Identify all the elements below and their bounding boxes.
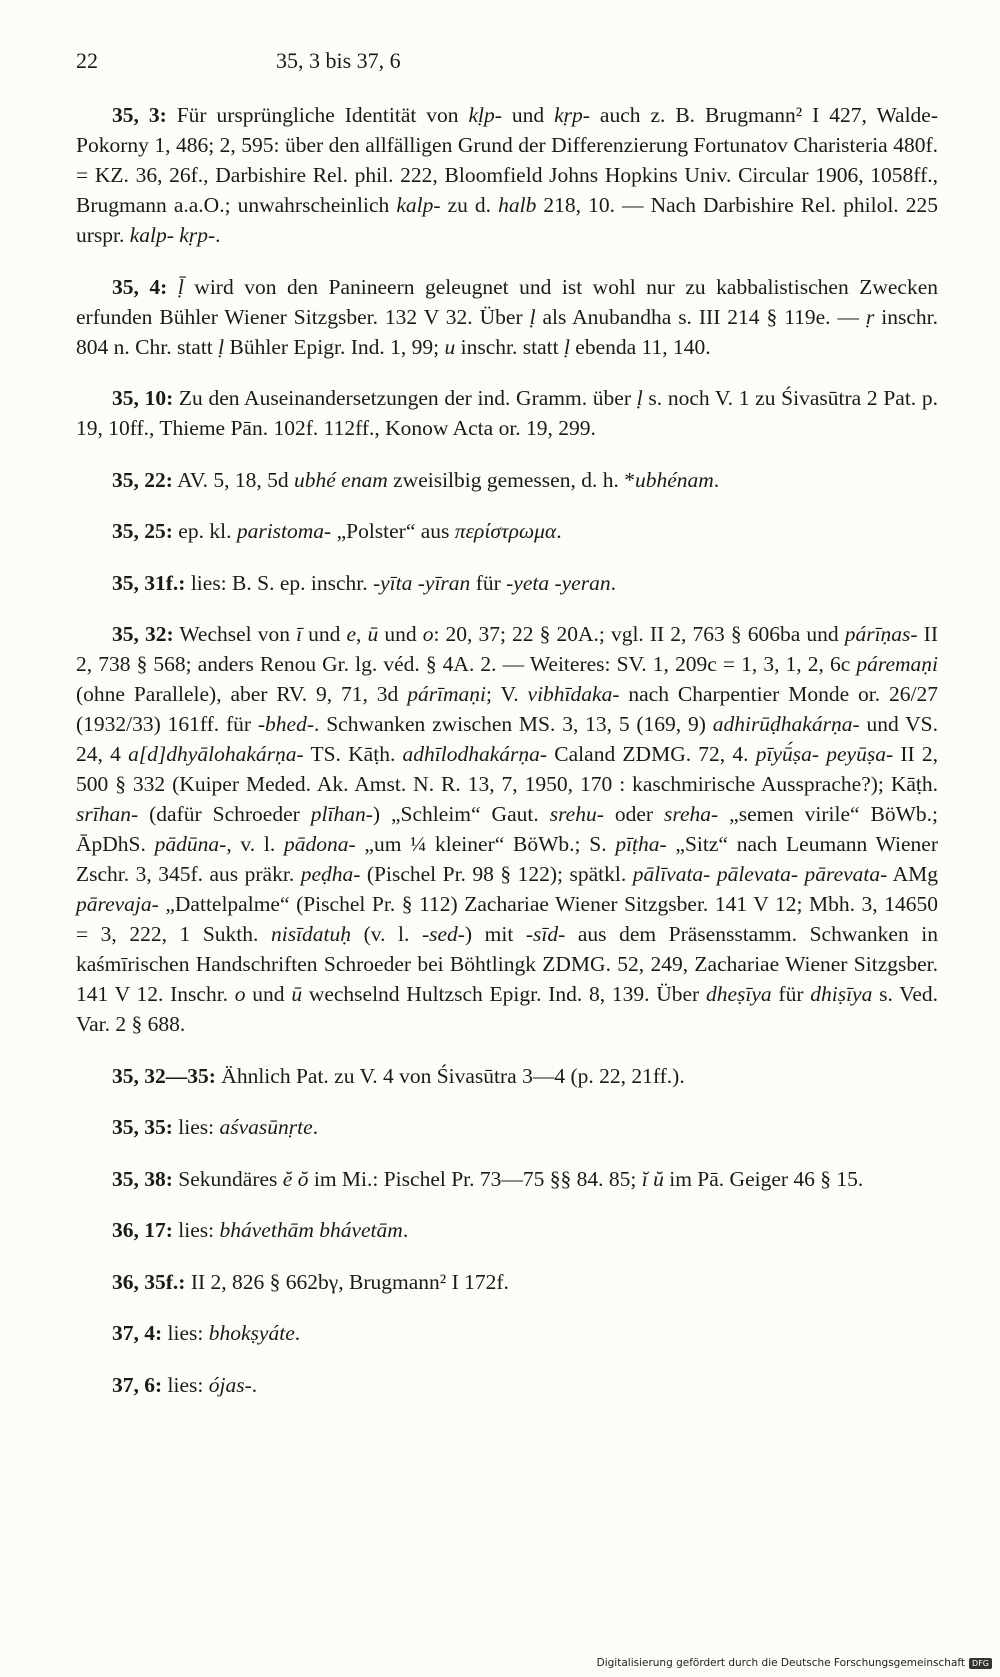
entry bbox=[76, 1267, 938, 1297]
entry-ref: 35, 32: bbox=[112, 622, 174, 646]
entry-text: Sekundäres ĕ ŏ im Mi.: Pischel Pr. 73—75 §§ 84. 85; ĭ ŭ im Pā. Geiger 46 § 15. bbox=[172, 1166, 864, 1191]
entry bbox=[76, 1164, 938, 1194]
entry-ref: 36, 35f.: bbox=[112, 1269, 186, 1294]
entries-list bbox=[76, 100, 938, 1400]
entry-text: Ähnlich Pat. zu V. 4 von Śivasūtra 3—4 (p. 22, 21ff.). bbox=[215, 1063, 685, 1088]
footer bbox=[597, 1657, 992, 1669]
entry-ref: 35, 38: bbox=[112, 1166, 173, 1191]
entry-text: Wechsel von ī und e, ū und o: 20, 37; 22 § 20A.; vgl. II 2, 763 § 606ba und párīṇas- II 2, 738 § 568; anders Renou Gr. lg. véd. § 4A. 2. — Weiteres: SV. 1, 209c = 1, 3, 1, 2, 6c páremaṇi (ohne Parallele), aber RV. 9, 71, 3d párīmaṇi; V. vibhīdaka- nach Charpentier Monde or. 26/27 (1932/33) 161ff. für -bhed-. Schwanken zwischen MS. 3, 13, 5 (169, 9) adhirūḍhakárṇa- und VS. 24, 4 a[d]dhyālohakárṇa- TS. Kāṭh. adhīlodhakárṇa- Caland ZDMG. 72, 4. pīyū́ṣa- peyūṣa- II 2, 500 § 332 (Kuiper Meded. Ak. Amst. N. R. 13, 7, 1950, 170 : kaschmirische Aussprache?); Kāṭh. srīhan- (dafür Schroeder plīhan-) „Schleim“ Gaut. srehu- oder sreha- „semen virile“ BöWb.; ĀpDhS. pādūna-, v. l. pādona- „um ¼ kleiner“ BöWb.; S. pīṭha- „Sitz“ nach Leumann Wiener Zschr. 3, 345f. aus präkr. peḍha- (Pischel Pr. 98 § 122); spätkl. pālīvata- pālevata- pārevata- AMg pārevaja- „Dattelpalme“ (Pischel Pr. § 112) Zachariae Wiener Sitzgsber. 141 V 12; Mbh. 3, 14650 = 3, 222, 1 Sukth. nisīdatuḥ (v. l. -sed-) mit -sīd- aus dem Präsensstamm. Schwanken in kaśmīrischen Handschriften Schroeder bei Böhtlingk ZDMG. 52, 249, Zachariae Wiener Sitzgsber. 141 V 12. Inschr. o und ū wechselnd Hultzsch Epigr. Ind. 8, 139. Über dheṣīya für dhiṣīya s. Ved. Var. 2 § 688. bbox=[76, 622, 939, 1036]
entry bbox=[76, 465, 938, 495]
entry bbox=[76, 516, 938, 546]
entry-ref: 36, 17: bbox=[112, 1218, 173, 1242]
entry bbox=[76, 1318, 938, 1348]
entry-text: AV. 5, 18, 5d ubhé enam zweisilbig gemessen, d. h. *ubhénam. bbox=[172, 467, 720, 492]
entry-text: Zu den Auseinandersetzungen der ind. Gramm. über ḷ s. noch V. 1 zu Śivasūtra 2 Pat. p. 19, 10ff., Thieme Pān. 102f. 112ff., Konow Acta or. 19, 299. bbox=[76, 386, 938, 440]
entry bbox=[76, 272, 938, 362]
entry-ref: 35, 35: bbox=[112, 1115, 173, 1139]
entry bbox=[76, 1215, 938, 1245]
page-range: 35, 3 bis 37, 6 bbox=[276, 48, 401, 73]
page-body bbox=[76, 48, 938, 1410]
entry bbox=[76, 619, 938, 1039]
entry-ref: 35, 4: bbox=[112, 274, 168, 299]
entry-ref: 35, 25: bbox=[112, 519, 173, 543]
footer-text: Digitalisierung gefördert durch die Deutsche Forschungsgemeinschaft bbox=[596, 1657, 966, 1669]
dfg-logo: DFG bbox=[969, 1658, 992, 1669]
entry-text: lies: B. S. ep. inschr. -yīta -yīran für -yeta -yeran. bbox=[185, 570, 616, 595]
entry bbox=[76, 1370, 938, 1400]
entry-ref: 37, 6: bbox=[112, 1372, 163, 1397]
entry-ref: 35, 32—35: bbox=[112, 1063, 216, 1088]
entry bbox=[76, 568, 938, 598]
entry-text: II 2, 826 § 662bγ, Brugmann² I 172f. bbox=[185, 1269, 509, 1294]
entry bbox=[76, 1112, 938, 1142]
entry-text: lies: ójas-. bbox=[162, 1372, 258, 1397]
entry-ref: 35, 22: bbox=[112, 467, 173, 492]
entry bbox=[76, 1061, 938, 1091]
entry-ref: 35, 3: bbox=[112, 103, 167, 127]
entry-text: ḹ wird von den Panineern geleugnet und ist wohl nur zu kabbalistischen Zwecken erfunden Bühler Wiener Sitzgsber. 132 V 32. Über ḷ als Anubandha s. III 214 § 119e. — ṛ inschr. 804 n. Chr. statt ḷ Bühler Epigr. Ind. 1, 99; u inschr. statt ḷ ebenda 11, 140. bbox=[76, 274, 939, 359]
entry-text: lies: aśvasūnṛte. bbox=[172, 1115, 319, 1139]
entry bbox=[76, 100, 938, 250]
page-number: 22 bbox=[76, 48, 98, 73]
entry-ref: 35, 10: bbox=[112, 386, 174, 410]
entry bbox=[76, 383, 938, 443]
entry-text: lies: bhokṣyáte. bbox=[162, 1321, 301, 1345]
entry-ref: 35, 31f.: bbox=[112, 570, 186, 595]
running-header bbox=[76, 48, 938, 74]
entry-text: ep. kl. paristoma- „Polster“ aus περίστρωμα. bbox=[172, 519, 562, 543]
entry-text: lies: bhávethām bhávetām. bbox=[172, 1218, 409, 1242]
entry-text: Für ursprüngliche Identität von kḷp- und kṛp- auch z. B. Brugmann² I 427, Walde-Pokorny 1, 486; 2, 595: über den allfälligen Grund der Differenzierung Fortunatov Charisteria 480f. = KZ. 36, 26f., Darbishire Rel. phil. 222, Bloomfield Johns Hopkins Univ. Circular 1906, 1058ff., Brugmann a.a.O.; unwahrscheinlich kalp- zu d. halb 218, 10. — Nach Darbishire Rel. philol. 225 urspr. kalp- kṛp-. bbox=[76, 103, 939, 247]
entry-ref: 37, 4: bbox=[112, 1321, 163, 1345]
